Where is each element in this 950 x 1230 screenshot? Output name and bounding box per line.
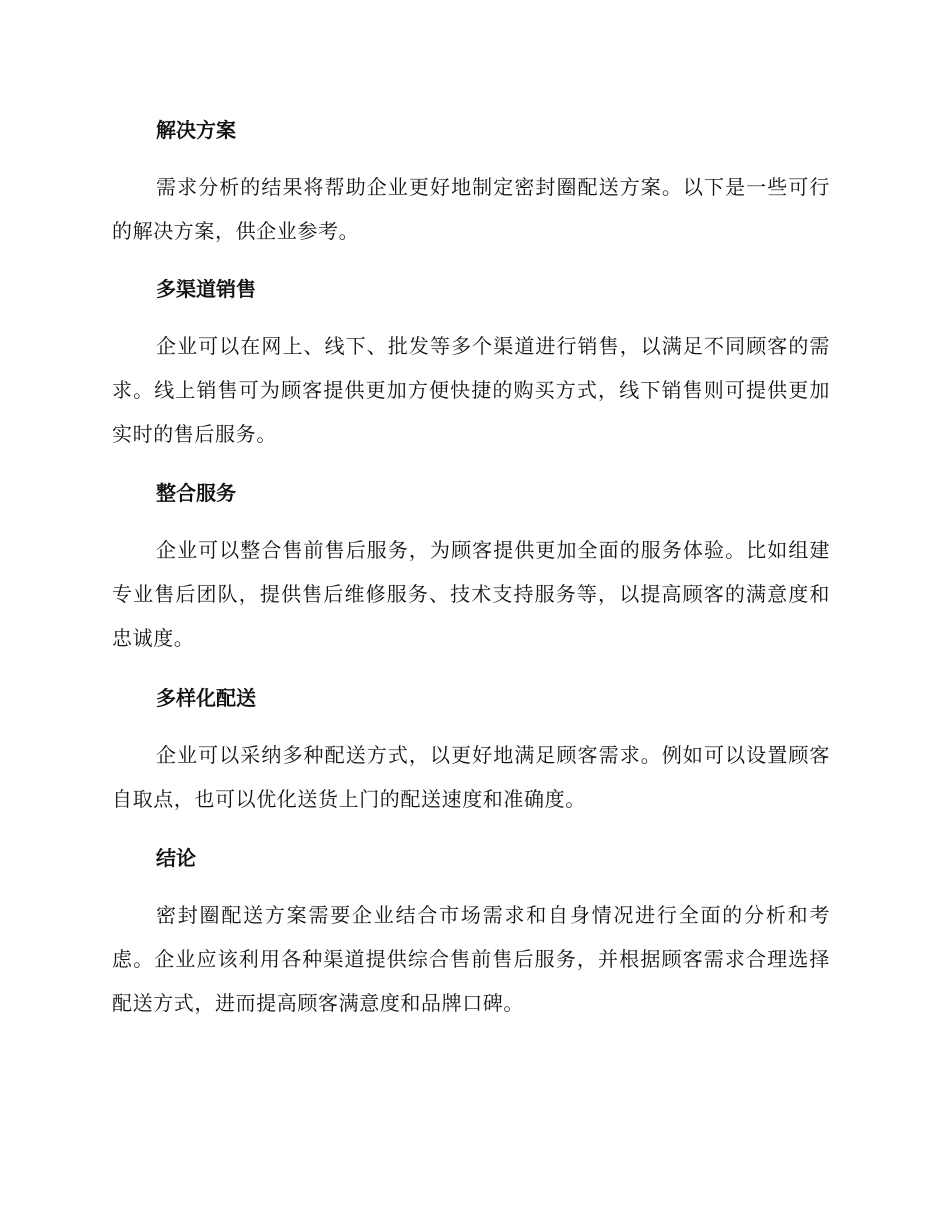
section-body-conclusion: 密封圈配送方案需要企业结合市场需求和自身情况进行全面的分析和考虑。企业应该利用各种渠道提供综合售前售后服务，并根据顾客需求合理选择配送方式，进而提高顾客满意度和品牌口碑。 (112, 903, 830, 1015)
section-body-multichannel-sales: 企业可以在网上、线下、批发等多个渠道进行销售，以满足不同顾客的需求。线上销售可为顾客提供更加方便快捷的购买方式，线下销售则可提供更加实时的售后服务。 (112, 334, 830, 446)
section-body-integrated-services: 企业可以整合售前售后服务，为顾客提供更加全面的服务体验。比如组建专业售后团队，提供售后维修服务、技术支持服务等，以提高顾客的满意度和忠诚度。 (112, 538, 830, 650)
section-heading-integrated-services: 整合服务 (156, 481, 236, 505)
section-heading-diversified-delivery: 多样化配送 (156, 686, 256, 710)
section-body-solutions: 需求分析的结果将帮助企业更好地制定密封圈配送方案。以下是一些可行的解决方案，供企业参考。 (112, 175, 830, 243)
section-heading-multichannel-sales: 多渠道销售 (156, 277, 256, 301)
section-heading-solutions: 解决方案 (156, 118, 236, 142)
section-heading-conclusion: 结论 (156, 846, 196, 870)
section-body-diversified-delivery: 企业可以采纳多种配送方式，以更好地满足顾客需求。例如可以设置顾客自取点，也可以优化送货上门的配送速度和准确度。 (112, 743, 830, 811)
